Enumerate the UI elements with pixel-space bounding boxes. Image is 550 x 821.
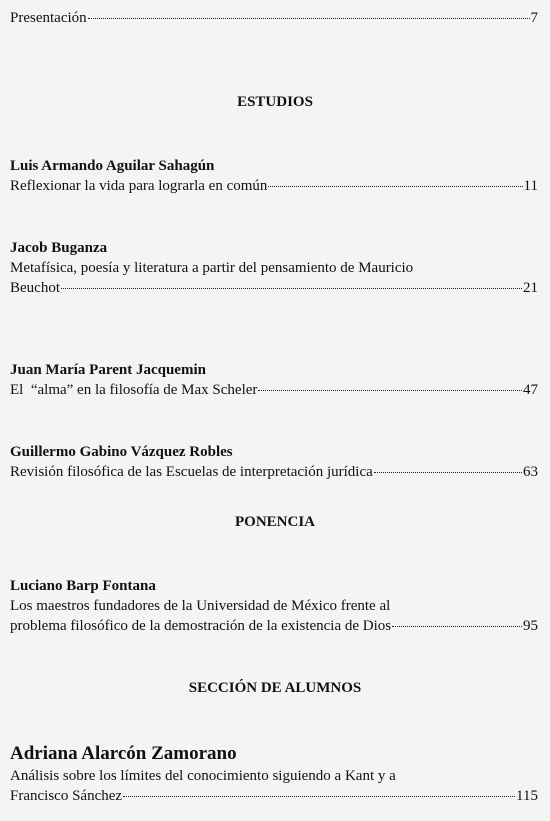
entry-author: Luciano Barp Fontana (10, 578, 156, 594)
toc-title: El “alma” en la filosofía de Max Scheler (10, 382, 258, 398)
section-heading-estudios: ESTUDIOS (237, 94, 313, 110)
page-number: 47 (523, 382, 538, 398)
leader-dots (61, 287, 522, 289)
toc-line (10, 616, 538, 636)
page-number: 63 (523, 464, 538, 480)
toc-title: Beuchot (10, 280, 60, 296)
toc-title: Presentación (10, 10, 87, 26)
toc-title-line: Análisis sobre los límites del conocimiento siguiendo a Kant y a (10, 768, 396, 784)
page-number: 7 (530, 10, 538, 26)
leader-dots (268, 185, 522, 187)
toc-entry[interactable] (10, 360, 538, 400)
leader-dots (258, 389, 522, 391)
toc-entry[interactable] (10, 576, 538, 636)
leader-dots (374, 471, 522, 473)
leader-dots (392, 625, 522, 627)
section-heading-ponencia: PONENCIA (234, 514, 315, 530)
toc-title-line: Los maestros fundadores de la Universidad de México frente al (10, 598, 391, 614)
toc-title-line: Metafísica, poesía y literatura a partir del pensamiento de Mauricio (10, 260, 414, 276)
toc-title: Francisco Sánchez (10, 788, 123, 804)
leader-dots (88, 17, 530, 19)
page-number: 115 (516, 788, 538, 804)
toc-entry[interactable] (10, 238, 538, 298)
entry-author: Juan María Parent Jacquemin (10, 362, 206, 378)
toc-title: Revisión filosófica de las Escuelas de interpretación jurídica (10, 464, 373, 480)
toc-line (10, 462, 538, 482)
toc-line (10, 278, 538, 298)
page-number: 11 (523, 178, 538, 194)
leader-dots (123, 795, 515, 797)
entry-author: Adriana Alarcón Zamorano (10, 743, 237, 764)
entry-author: Guillermo Gabino Vázquez Robles (10, 444, 233, 460)
toc-line (10, 176, 538, 196)
entry-author: Luis Armando Aguilar Sahagún (10, 158, 215, 174)
page-number: 95 (523, 618, 538, 634)
toc-line (10, 380, 538, 400)
toc-line (10, 786, 538, 806)
toc-title: problema filosófico de la demostración de la existencia de Dios (10, 618, 392, 634)
section-heading-alumnos: SECCIÓN DE ALUMNOS (188, 680, 362, 696)
toc-entry[interactable] (10, 442, 538, 482)
page-number: 21 (523, 280, 538, 296)
toc-line (10, 8, 538, 28)
toc-title: Reflexionar la vida para lograrla en común (10, 178, 268, 194)
entry-author: Jacob Buganza (10, 240, 108, 256)
toc-entry[interactable] (10, 156, 538, 196)
toc-entry-presentacion[interactable] (10, 8, 538, 28)
toc-entry[interactable] (10, 742, 538, 806)
